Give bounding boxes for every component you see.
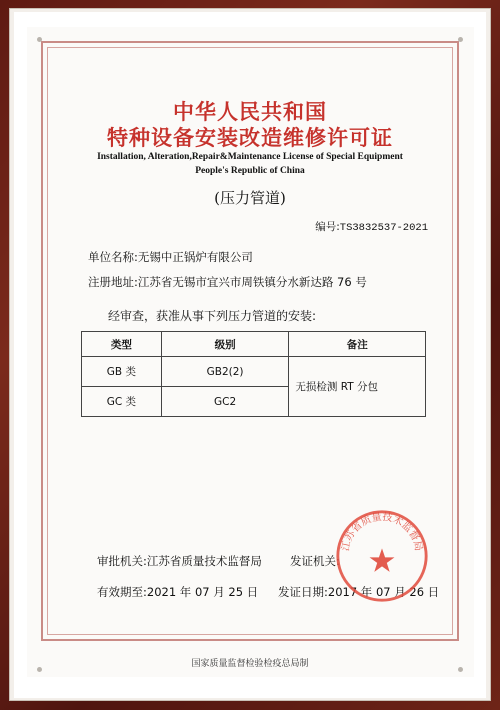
header-type: 类型 <box>82 332 162 357</box>
footer-issuer-note: 国家质量监督检验检疫总局制 <box>191 659 309 669</box>
row-level: GC2 <box>161 387 289 417</box>
address-value: 江苏省无锡市宜兴市周铁镇分水新达路 76 号 <box>137 275 367 289</box>
certificate-number-value: TS3832537-2021 <box>339 222 428 234</box>
official-seal <box>334 508 430 604</box>
row-type: GB 类 <box>82 357 162 387</box>
validity-date <box>97 584 258 600</box>
unit-name-field <box>88 249 253 265</box>
certificate-number-label: 编号: <box>315 221 340 233</box>
seal-star-icon <box>370 548 395 572</box>
issue-date-value: 2017 年 07 月 26 日 <box>327 585 440 599</box>
validity-date-value: 2021 年 07 月 25 日 <box>146 585 259 599</box>
certificate-title-line1: 中华人民共和国 <box>173 99 327 124</box>
address-field <box>88 274 367 290</box>
scope-table <box>81 331 426 417</box>
address-label: 注册地址: <box>88 275 138 289</box>
approval-authority-label: 审批机关: <box>97 554 147 568</box>
frame-pin-top-left <box>37 37 42 42</box>
approval-authority <box>97 553 262 569</box>
approval-authority-value: 江苏省质量技术监督局 <box>146 554 262 568</box>
row-type: GC 类 <box>82 387 162 417</box>
validity-date-label: 有效期至: <box>97 585 147 599</box>
certificate-title-line2: 特种设备安装改造维修许可证 <box>107 125 393 150</box>
certificate-title-english-line2: People's Republic of China <box>195 166 305 176</box>
seal-text: 江苏省质量技术监督局 <box>340 511 424 553</box>
scope-intro: 经审查，获准从事下列压力管道的安装: <box>108 309 317 323</box>
header-level: 级别 <box>161 332 289 357</box>
issuing-authority-label: 发证机关: <box>290 554 340 568</box>
header-remark: 备注 <box>289 332 426 357</box>
scope-table-header-row <box>82 332 426 357</box>
row-remark: 无损检测 RT 分包 <box>289 357 426 417</box>
unit-name-value: 无锡中正锅炉有限公司 <box>137 250 253 264</box>
certificate-number <box>315 219 428 234</box>
certificate-title-english-line1: Installation, Alteration,Repair&Maintenance License of Special Equipment <box>97 152 403 162</box>
table-row <box>82 357 426 387</box>
issuing-authority <box>290 553 340 569</box>
issue-date-label: 发证日期: <box>278 585 328 599</box>
frame-pin-top-right <box>458 37 463 42</box>
row-level: GB2(2) <box>161 357 289 387</box>
unit-name-label: 单位名称: <box>88 250 138 264</box>
certificate-subtitle: (压力管道) <box>214 189 286 207</box>
